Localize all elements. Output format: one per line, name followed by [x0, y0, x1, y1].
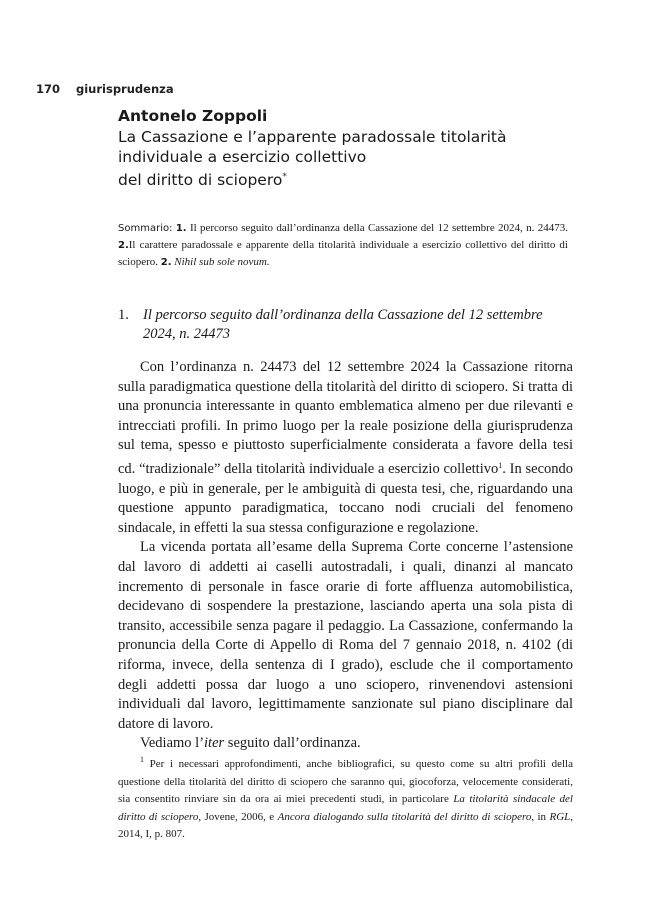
- summary-item-number: 1.: [175, 223, 187, 234]
- running-header: [36, 82, 174, 96]
- summary-item-text: Il carattere paradossale e apparente della titolarità individuale a esercizio collettivo del diritto di sciopero.: [118, 239, 568, 268]
- page-number: 170: [36, 82, 61, 96]
- article-author: Antonelo Zoppoli: [118, 107, 268, 125]
- paragraph: La vicenda portata all’esame della Suprema Corte concerne l’astensione dal lavoro di addetti ai caselli autostradali, i quali, dinanzi al mancato incremento di personale in fasce orarie di forte affluenza automobilistica, decidevano di sospendere la prestazione, lasciando aperta una sola pista di transito, accessibile senza pagare il pedaggio. La Cassazione, confermando la pronuncia della Corte di Appello di Roma del 7 gennaio 2018, n. 4102 (di riforma, invece, della sentenza di I grado), esclude che il comportamento degli addetti possa dar luogo a uno sciopero, rinvenendovi astensioni individuali dal lavoro, legittimamente sanzionate sul piano disciplinare dal datore di lavoro.: [118, 539, 573, 732]
- article-title: [118, 127, 578, 190]
- body-text: [118, 358, 573, 754]
- summary-item-number: 2.: [118, 240, 129, 251]
- paragraph-italic: iter: [204, 735, 225, 752]
- footnote-journal: RGL: [549, 810, 571, 823]
- footnote-text: , 2014, I, p. 807.: [118, 810, 573, 840]
- footnote-text: Per i necessari approfondimenti, anche bibliografici, su questo come su altri profili della questione della titolarità del diritto di sciopero che saranno qui, giocoforza, velocemente considerati, sia consentito rinviare sin da ora ai miei precedenti studi, in particolare: [118, 758, 573, 805]
- paragraph: [118, 358, 573, 538]
- summary-item-text: Nihil sub sole novum.: [174, 256, 270, 268]
- paragraph-text: Con l’ordinanza n. 24473 del 12 settembre 2024 la Cassazione ritorna sulla paradigmatica questione della titolarità del diritto di sciopero. Si tratta di una pronuncia interessante in quanto emblematica almeno per due rilevanti e intrecciati profili. In primo luogo per la reale posizione della giurisprudenza sul tema, spesso e piuttosto superficialmente considerata a favore della tesi cd. “tradizionale” della titolarità individuale a esercizio collettivo: [118, 359, 573, 477]
- section-number: 1.: [118, 307, 129, 323]
- paragraph-text: Vediamo l’: [140, 735, 205, 752]
- title-line: individuale a esercizio collettivo: [118, 148, 367, 166]
- section-heading: [118, 306, 573, 344]
- footnote-text: , Jovene, 2006, e: [198, 810, 278, 823]
- summary: [118, 220, 568, 271]
- summary-label: Sommario:: [118, 223, 173, 234]
- title-line: [118, 167, 578, 190]
- footnote-citation: Ancora dialogando sulla titolarità del diritto di sciopero: [277, 810, 532, 823]
- summary-item-number: 2.: [160, 257, 172, 268]
- footnote-text: , in: [531, 810, 550, 823]
- footnote: [118, 751, 573, 844]
- footnote-citation: La titolarità sindacale del diritto di sciopero: [118, 793, 573, 823]
- title-line: La Cassazione e l’apparente paradossale titolarità: [118, 128, 507, 146]
- title-footnote-mark: *: [282, 172, 287, 182]
- paragraph-text: . In secondo luogo, e più in generale, per le ambiguità di questa tesi, che, riguardando una questione appunto paradigmatica, toccano nodi cruciali del fenomeno sindacale, in effetti la sua stessa configurazione e regolazione.: [118, 460, 573, 536]
- title-line-text: del diritto di sciopero: [118, 171, 283, 189]
- paragraph-text: seguito dall’ordinanza.: [224, 735, 361, 752]
- footnote-reference: 1: [498, 460, 503, 470]
- summary-item-text: Il percorso seguito dall’ordinanza della Cassazione del 12 settembre 2024, n. 24473.: [189, 222, 569, 234]
- running-title: giurisprudenza: [76, 82, 174, 96]
- section-title: Il percorso seguito dall’ordinanza della Cassazione del 12 settembre 2024, n. 24473: [143, 307, 543, 342]
- footnote-mark: 1: [140, 755, 144, 764]
